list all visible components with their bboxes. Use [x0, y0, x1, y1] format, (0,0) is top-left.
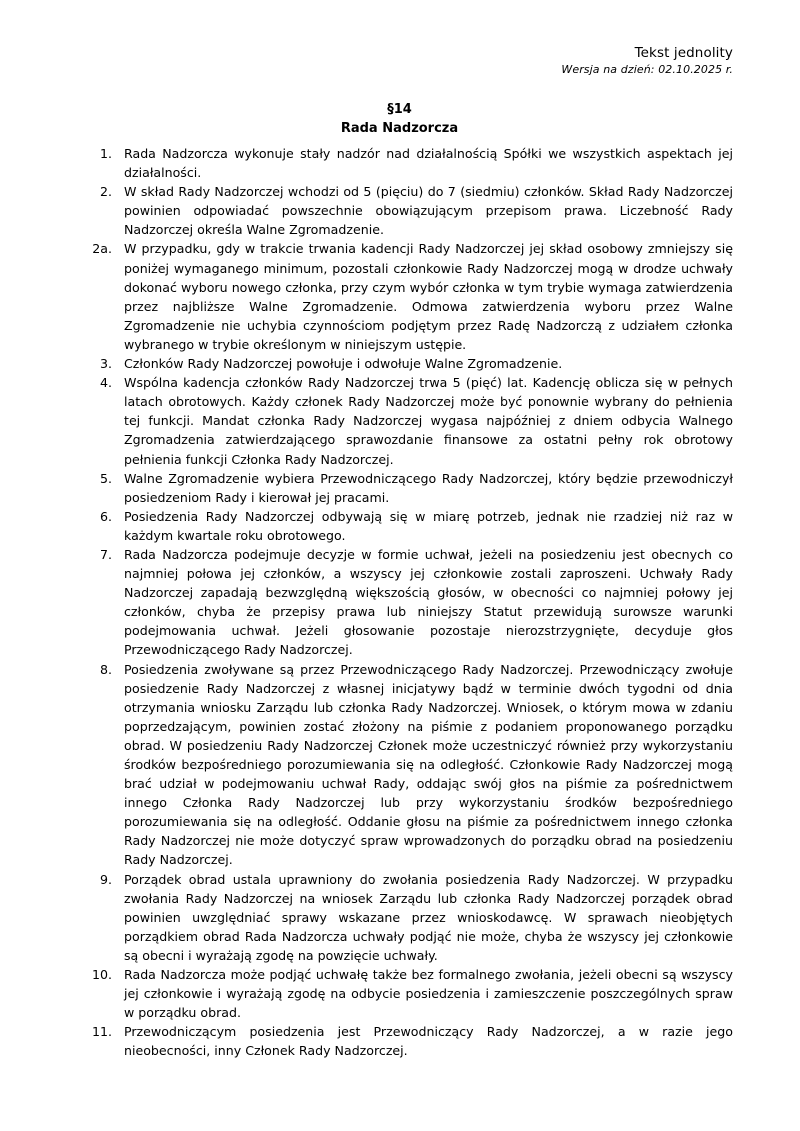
clause-marker: 9.	[99, 871, 112, 887]
clause-item	[66, 545, 733, 660]
clause-text: Rada Nadzorcza wykonuje stały nadzór nad działalnością Spółki we wszystkich aspektach jej działalności.	[124, 146, 733, 181]
clause-marker: 11.	[91, 1024, 112, 1040]
clause-text: W przypadku, gdy w trakcie trwania kadencji Rady Nadzorczej jej skład osobowy zmniejszy się poniżej wymaganego minimum, pozostali członkowie Rady Nadzorczej mogą w drodze uchwały dokonać wyboru nowego członka, przy czym wybór członka w tym trybie wymaga zatwierdzenia przez najbliższe Walne Zgromadzenie. Odmowa zatwierdzenia wyboru przez Walne Zgromadzenie nie uchybia czynnościom podjętym przez Radę Nadzorczą z udziałem członka wybranego w trybie określonym w niniejszym ustępie.	[124, 241, 733, 352]
clause-item	[66, 373, 733, 468]
clause-item	[66, 965, 733, 1022]
section-heading-group	[66, 100, 733, 138]
document-body	[66, 100, 733, 1061]
clause-item	[66, 354, 733, 373]
clause-item	[66, 1022, 733, 1060]
clause-text: Rada Nadzorcza może podjąć uchwałę także bez formalnego zwołania, jeżeli obecni są wszyscy jej członkowie i wyrażają zgodę na odbycie posiedzenia i zamieszczenie poszczególnych spraw w porządku obrad.	[124, 967, 733, 1021]
clause-marker: 2.	[99, 184, 112, 200]
clause-item	[66, 239, 733, 354]
clause-text: Wspólna kadencja członków Rady Nadzorczej trwa 5 (pięć) lat. Kadencję oblicza się w pełnych latach obrotowych. Każdy członek Rady Nadzorczej może być ponownie wybrany do pełnienia tej funkcji. Mandat członka Rady Nadzorczej wygasa najpóźniej z dniem odbycia Walnego Zgromadzenia zatwierdzającego sprawozdanie finansowe za ostatni pełny rok obrotowy pełnienia funkcji Członka Rady Nadzorczej.	[124, 375, 733, 467]
clause-text: Przewodniczącym posiedzenia jest Przewodniczący Rady Nadzorczej, a w razie jego nieobecności, inny Członek Rady Nadzorczej.	[124, 1024, 733, 1059]
clause-marker: 7.	[99, 546, 112, 562]
clause-text: Posiedzenia Rady Nadzorczej odbywają się w miarę potrzeb, jednak nie rzadziej niż raz w każdym kwartale roku obrotowego.	[124, 508, 733, 543]
clause-item	[66, 144, 733, 182]
clause-item	[66, 469, 733, 507]
clause-marker: 10.	[91, 967, 112, 983]
clause-text: W skład Rady Nadzorczej wchodzi od 5 (pięciu) do 7 (siedmiu) członków. Skład Rady Nadzorczej powinien odpowiadać powszechnie obowiązującym przepisom prawa. Liczebność Rady Nadzorczej określa Walne Zgromadzenie.	[124, 184, 733, 238]
clause-item	[66, 870, 733, 965]
clause-marker: 8.	[99, 661, 112, 677]
clause-text: Rada Nadzorcza podejmuje decyzje w formie uchwał, jeżeli na posiedzeniu jest obecnych co najmniej połowa jej członków, a wszyscy jej członkowie zostali zaproszeni. Uchwały Rady Nadzorczej zapadają bezwzględną większością głosów, w obecności co najmniej połowy jej członków, chyba że przepisy prawa lub niniejszy Statut przewidują surowsze warunki podejmowania uchwał. Jeżeli głosowanie pozostaje nierozstrzygnięte, decyduje głos Przewodniczącego Rady Nadzorczej.	[124, 546, 733, 658]
clause-item	[66, 507, 733, 545]
clause-list	[66, 144, 733, 1061]
clause-item	[66, 182, 733, 239]
document-header	[66, 44, 733, 78]
clause-text: Posiedzenia zwoływane są przez Przewodniczącego Rady Nadzorczej. Przewodniczący zwołuje posiedzenie Rady Nadzorczej z własnej inicjatywy bądź w terminie dwóch tygodni od dnia otrzymania wniosku Zarządu lub członka Rady Nadzorczej. Wniosek, o którym mowa w zdaniu poprzedzającym, powinien zostać złożony na piśmie z podaniem proponowanego porządku obrad. W posiedzeniu Rady Nadzorczej Członek może uczestniczyć również przy wykorzystaniu środków bezpośredniego porozumiewania się na odległość. Członkowie Rady Nadzorczej mogą brać udział w podejmowaniu uchwał Rady, oddając swój głos na piśmie za pośrednictwem innego Członka Rady Nadzorczej lub przy wykorzystaniu środków bezpośredniego porozumiewania się na odległość. Oddanie głosu na piśmie za pośrednictwem innego członka Rady Nadzorczej nie może dotyczyć spraw wprowadzonych do porządku obrad na posiedzeniu Rady Nadzorczej.	[124, 661, 733, 868]
clause-marker: 5.	[99, 470, 112, 486]
clause-text: Członków Rady Nadzorczej powołuje i odwołuje Walne Zgromadzenie.	[124, 356, 563, 372]
header-version-date: Wersja na dzień: 02.10.2025 r.	[561, 63, 733, 76]
header-title: Tekst jednolity	[634, 45, 733, 61]
clause-marker: 2a.	[92, 241, 112, 257]
clause-marker: 6.	[99, 508, 112, 524]
clause-text: Porządek obrad ustala uprawniony do zwołania posiedzenia Rady Nadzorczej. W przypadku zwołania Rady Nadzorczej na wniosek Zarządu lub członka Rady Nadzorczej porządek obrad powinien uwzględniać sprawy wskazane przez wnioskodawcę. W sprawach nieobjętych porządkiem obrad Rada Nadzorcza uchwały podjąć nie może, chyba że wszyscy jej członkowie są obecni i wyrażają zgodę na powzięcie uchwały.	[124, 871, 733, 963]
clause-item	[66, 660, 733, 870]
clause-text: Walne Zgromadzenie wybiera Przewodniczącego Rady Nadzorczej, który będzie przewodniczył posiedzeniom Rady i kierował jej pracami.	[124, 470, 733, 505]
clause-marker: 4.	[99, 375, 112, 391]
section-title: Rada Nadzorcza	[340, 121, 459, 136]
section-number: §14	[387, 102, 412, 117]
clause-marker: 1.	[99, 146, 112, 161]
clause-marker: 3.	[99, 356, 112, 372]
